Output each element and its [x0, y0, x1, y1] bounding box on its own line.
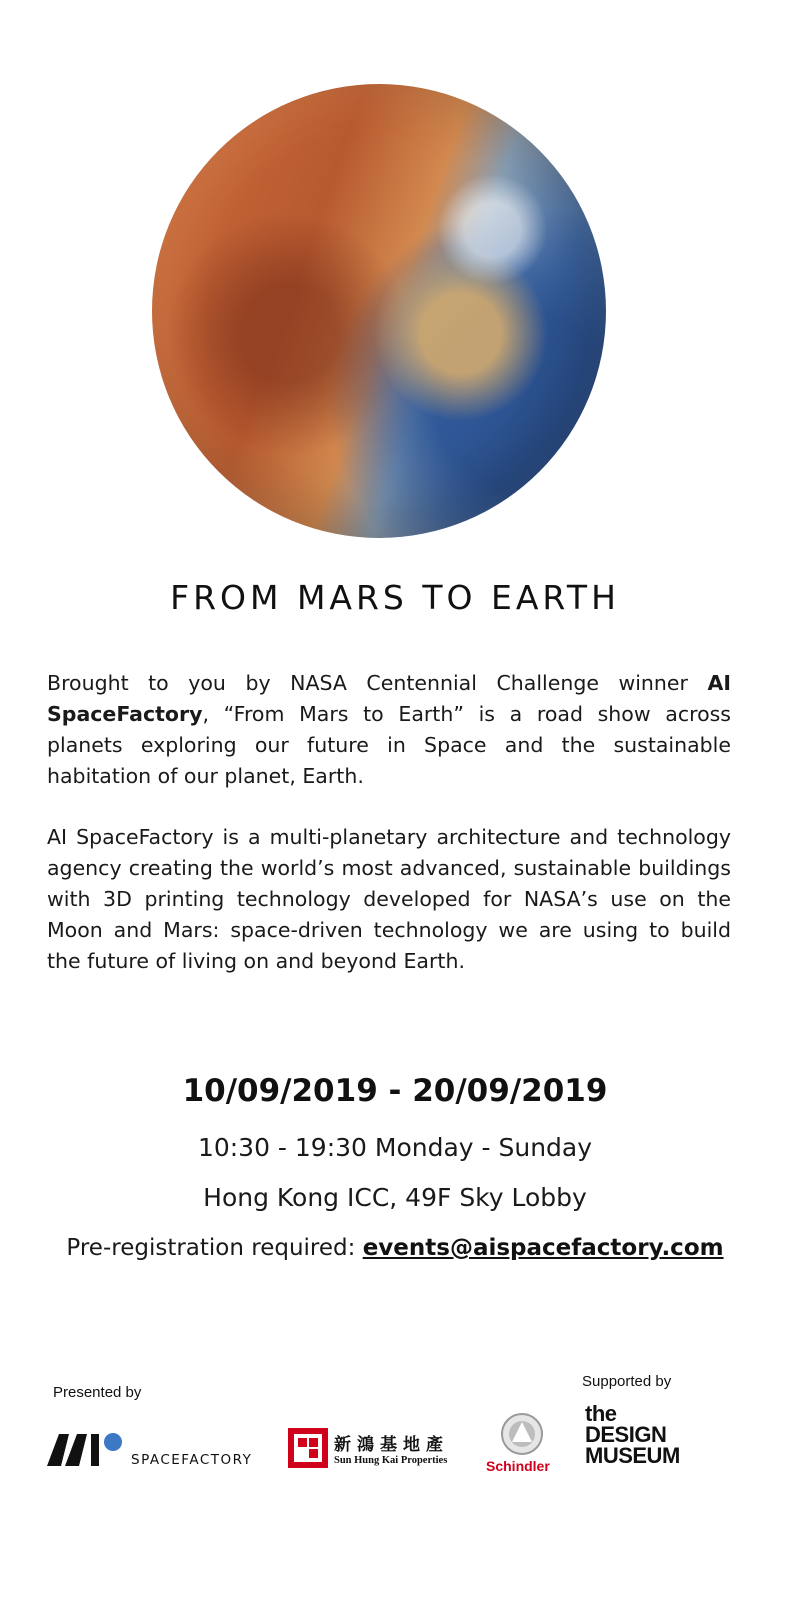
supported-by-label: Supported by — [582, 1373, 672, 1390]
schindler-mark-icon — [484, 1412, 560, 1458]
design-museum-line-museum: MUSEUM — [585, 1443, 680, 1468]
shk-chinese-name: 新鴻基地產 — [334, 1435, 449, 1455]
ai-mark-icon — [47, 1430, 127, 1470]
about-paragraph: AI SpaceFactory is a multi-planetary architecture and technology agency creating the world’s most advanced, sustainable buildings with 3D printing technology developed for NASA’s use on the Moon and Mars: space-driven technology we are using to build the future of living on and beyond Earth. — [47, 825, 731, 973]
mars-earth-globe — [152, 84, 606, 538]
headline: FROM MARS TO EARTH — [170, 578, 620, 617]
presented-by-label: Presented by — [53, 1384, 142, 1401]
planet-illustration — [152, 84, 606, 538]
event-hours: 10:30 - 19:30 Monday - Sunday — [197, 1133, 593, 1162]
intro-rest: , “From Mars to Earth” is a road show across planets exploring our future in Space and the sustainable habitation of our planet, Earth. — [47, 702, 731, 788]
preregistration-line — [0, 1235, 790, 1261]
ai-spacefactory-logo — [47, 1430, 277, 1470]
intro-text: Brought to you by NASA Centennial Challenge winner — [47, 671, 688, 695]
event-venue: Hong Kong ICC, 49F Sky Lobby — [203, 1183, 587, 1212]
design-museum-line-the: the — [585, 1401, 617, 1426]
company-name: AI SpaceFactory — [47, 671, 731, 726]
preregistration-label: Pre-registration required: — [66, 1235, 363, 1261]
design-museum-logo — [585, 1401, 705, 1470]
schindler-logo — [484, 1412, 560, 1476]
shk-mark-icon — [288, 1428, 328, 1468]
event-dates: 10/09/2019 - 20/09/2019 — [182, 1073, 608, 1109]
schindler-text: Schindler — [486, 1458, 550, 1474]
email-link[interactable]: events@aispacefactory.com — [362, 1235, 724, 1261]
design-museum-line-design: DESIGN — [585, 1422, 667, 1447]
ai-logo-text: SPACEFACTORY — [131, 1452, 253, 1468]
shk-logo — [288, 1428, 474, 1472]
intro-paragraph — [47, 668, 731, 792]
shk-english-name: Sun Hung Kai Properties — [334, 1455, 448, 1466]
